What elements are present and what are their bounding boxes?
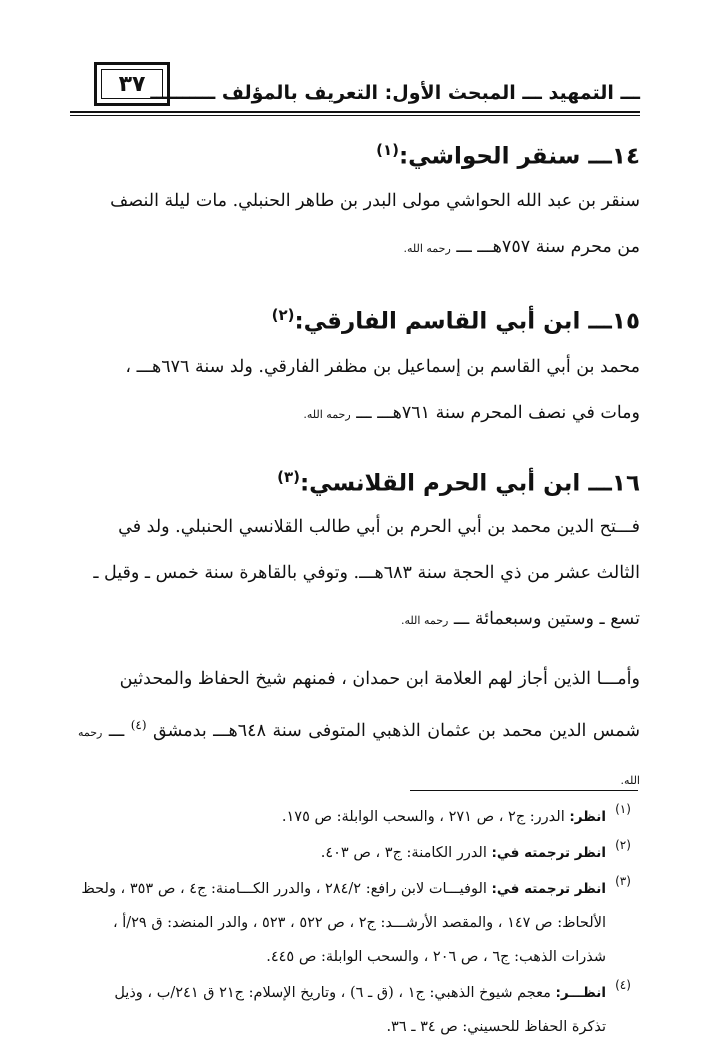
eulogy: رحمه الله. [303, 408, 351, 421]
entry-heading [78, 290, 640, 340]
entry-body [78, 504, 640, 644]
header-rule-thin [70, 115, 640, 116]
text-line: محمد بن أبي القاسم بن إسماعيل بن مظفر الفارقي. ولد سنة ٦٧٦هـــ ، [125, 357, 640, 377]
footnote-lead: انظـــر: [555, 985, 606, 1001]
footnote-ref: (١) [376, 141, 399, 159]
footnote-number: (٤) [615, 978, 631, 992]
entry-heading-text: ١٤ـــ سنقر الحواشي: [398, 143, 640, 170]
entry-heading-text: ١٥ـــ ابن أبي القاسم الفارقي: [294, 308, 640, 335]
text-line: وأمـــا الذين أجاز لهم العلامة ابن حمدان ، فمنهم شيخ الحفاظ والمحدثين [119, 669, 640, 689]
footnote-line: تذكرة الحفاظ للحسيني: ص ٣٤ ـ ٣٦. [386, 1019, 606, 1035]
footnote-line: شذرات الذهب: ج٦ ، ص ٢٠٦ ، والسحب الوابلة: ص ٤٤٥. [266, 949, 606, 965]
footnote-ref: (٤) [130, 718, 147, 732]
footnote-line: الدرر الكامنة: ج٣ ، ص ٤٠٣. [320, 845, 487, 861]
text-line: تسع ـ وستين وسبعمائة ـــ رحمه الله. [401, 609, 640, 629]
text-line: من محرم سنة ٧٥٧هـــ ـــ رحمه الله. [403, 237, 640, 257]
text-line: شمس الدين محمد بن عثمان الذهبي المتوفى سنة ٦٤٨هـــ بدمشق $^{(٤)}$ ـــ رحمه الله. [78, 718, 640, 787]
main-text [78, 126, 640, 804]
footnote [70, 836, 640, 870]
footnote-text [70, 976, 606, 1044]
text-line: سنقر بن عبد الله الحواشي مولى البدر بن طاهر الحنبلي. مات ليلة النصف [110, 191, 640, 211]
footnote-number: (٢) [615, 838, 631, 852]
footnote-line: الدرر: ج٢ ، ص ٢٧١ ، والسحب الوابلة: ص ١٧٥. [281, 809, 565, 825]
entry-heading [78, 452, 640, 502]
footnotes [70, 800, 640, 1046]
footnote-line: الألحاظ: ص ١٤٧ ، والمقصد الأرشـــد: ج٢ ، ص ٥٢٢ ، ٥٢٣ ، والدر المنضد: ق ٢٩/أ ، [112, 915, 606, 931]
footnote-ref: (٢) [271, 306, 295, 324]
text-line: الثالث عشر من ذي الحجة سنة ٦٨٣هـــ. وتوفي بالقاهرة سنة خمس ـ وقيل ـ [93, 563, 640, 583]
footnote-line: الوفيـــات لابن رافع: ٢٨٤/٢ ، والدرر الكـــامنة: ج٤ ، ص ٣٥٣ ، ولحظ [81, 881, 487, 897]
closing-paragraph [78, 656, 640, 804]
text-line: فـــتح الدين محمد بن أبي الحرم بن أبي طالب القلانسي الحنبلي. ولد في [118, 517, 640, 537]
footnote-lead: انظر: [569, 809, 606, 825]
footnote-number: (٣) [615, 874, 631, 888]
footnote [70, 976, 640, 1044]
text-line: ومات في نصف المحرم سنة ٧٦١هـــ ـــ رحمه الله. [303, 403, 640, 423]
footnote-text [70, 800, 606, 834]
eulogy: رحمه الله. [401, 614, 449, 627]
dash: ـــ [108, 720, 125, 741]
page-number: ٣٧ [118, 71, 146, 97]
entry-body [78, 344, 640, 438]
footnote-separator [410, 790, 638, 791]
entry-heading [78, 126, 640, 174]
entry-body [78, 178, 640, 272]
eulogy: رحمه الله. [78, 725, 640, 787]
footnote-lead: انظر ترجمته في: [491, 881, 606, 897]
footnote-line: معجم شيوخ الذهبي: ج١ ، (ق ـ ٦) ، وتاريخ الإسلام: ج٢١ ق ٢٤١/ب ، وذيل [114, 985, 551, 1001]
header-rule [70, 111, 640, 113]
footnote-lead: انظر ترجمته في: [491, 845, 606, 861]
running-title: ـــ التمهيد ـــ المبحث الأول: التعريف بالمؤلف ــــــــــ [150, 82, 640, 104]
footnote-text [70, 836, 606, 870]
eulogy: رحمه الله. [403, 242, 451, 255]
footnote-number: (١) [615, 802, 631, 816]
footnote [70, 872, 640, 974]
footnote-ref: (٣) [277, 468, 300, 486]
footnote [70, 800, 640, 834]
entry-heading-text: ١٦ـــ ابن أبي الحرم القلانسي: [299, 470, 640, 497]
footnote-text [70, 872, 606, 974]
